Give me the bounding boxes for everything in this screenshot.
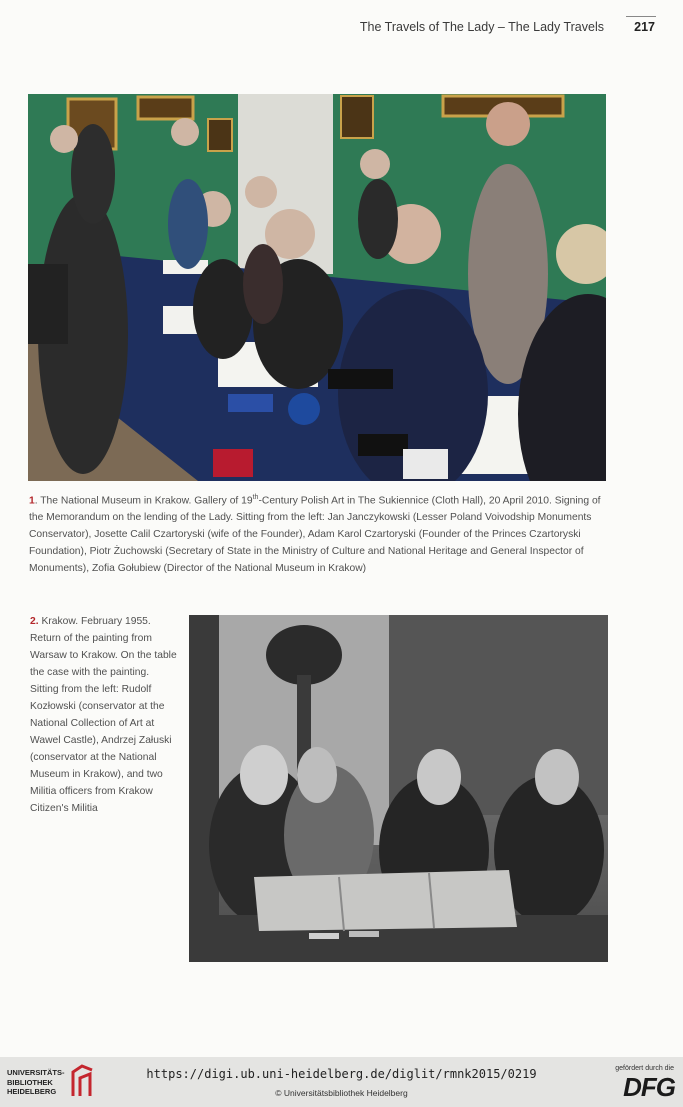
figure-1-caption-text-b: -Century Polish Art in The Sukiennice (Cloth Hall), 20 April 2010. Signing of the Memorandum on the lending of the Lady. Sitting from the left: Jan Janczykowski (Lesser Poland Voivodship Monuments Conservator), Josette Calil Czartoryski (wife of the Founder), Adam Karol Czartoryski (Founder of the Princes Czartoryski Foundation), Piotr Żuchowski (Secretary of State in the Ministry of Culture and National Heritage and General Inspector of Monuments), Zofia Gołubiew (Director of the National Museum in Krakow) [29, 495, 601, 575]
library-name-line-2: BIBLIOTHEK [7, 1077, 53, 1087]
running-title: The Travels of The Lady – The Lady Travels [359, 20, 604, 34]
library-name-line-1: UNIVERSITÄTS- [7, 1068, 65, 1077]
figure-1-caption [29, 489, 605, 577]
header-rule [626, 16, 656, 17]
figure-2-caption [30, 613, 180, 817]
figure-2-number: 2. [30, 616, 39, 627]
photo-signing-ceremony [28, 94, 606, 481]
figure-1-number: 1 [29, 495, 35, 507]
figure-2-caption-text: Krakow. February 1955. Return of the painting from Warsaw to Krakow. On the table the case with the painting. Sitting from the left: Rudolf Kozłowski (conservator at the National Collection of Art at Wawel Castle), Andrzej Załuski (conservator at the National Museum in Krakow), and two Militia officers from Krakow Citizen's Militia [30, 616, 177, 814]
photo-return-of-painting-1955 [189, 615, 608, 962]
figure-1-caption-superscript: th [252, 494, 259, 501]
page-number: 217 [634, 20, 655, 34]
library-name-line-3: HEIDELBERG [7, 1087, 57, 1096]
figure-1-caption-text-a: . The National Museum in Krakow. Gallery of 19 [34, 495, 253, 507]
photo-return-of-painting-drawing [189, 615, 608, 962]
copyright-notice: © Universitätsbibliothek Heidelberg [275, 1088, 408, 1098]
dfg-funding-note: gefördert durch die [615, 1065, 674, 1072]
dfg-logo: DFG [623, 1072, 675, 1102]
page-url-link[interactable]: https://digi.ub.uni-heidelberg.de/diglit/rmnk2015/0219 [146, 1067, 537, 1081]
photo-signing-ceremony-drawing [28, 94, 606, 481]
digital-library-footer [0, 1057, 683, 1107]
